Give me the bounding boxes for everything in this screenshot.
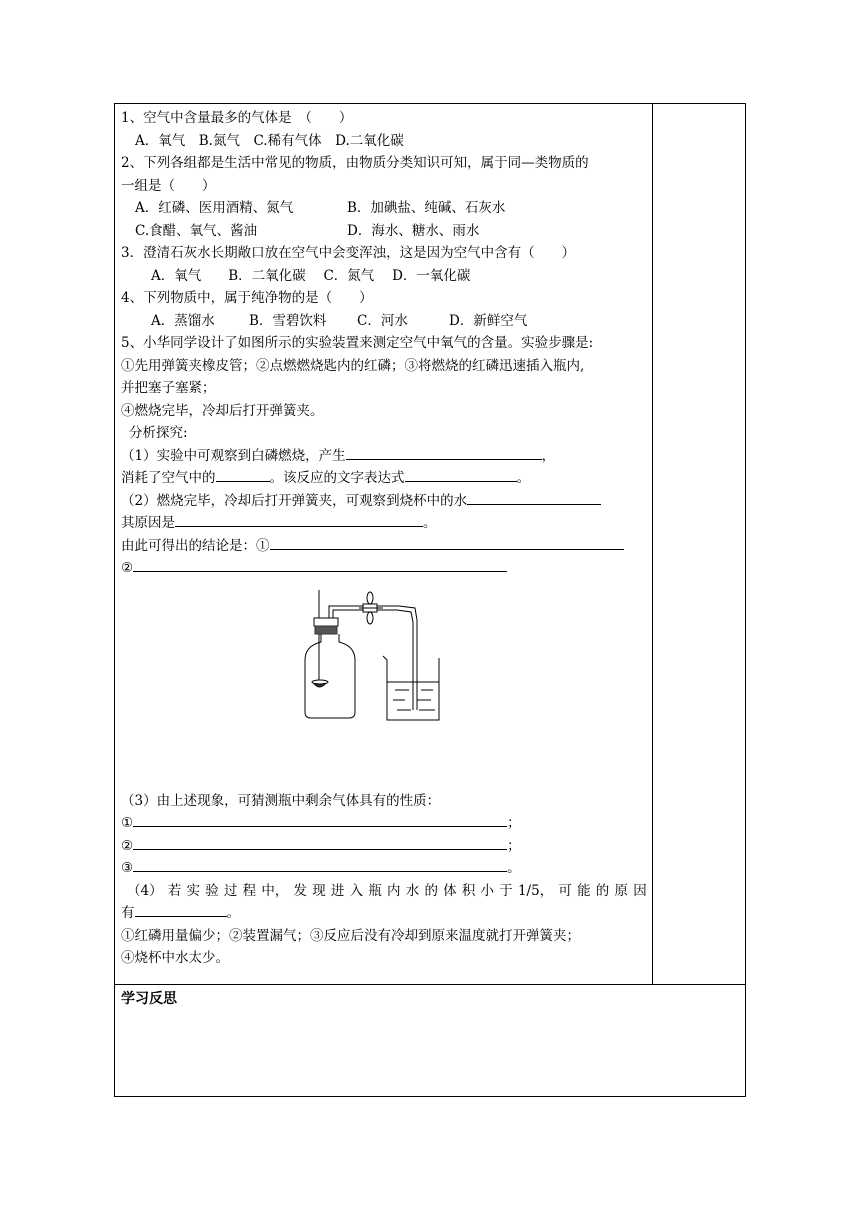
spoon-rim <box>312 680 328 684</box>
q5-part4-line3: ①红磷用量偏少；②装置漏气；③反应后没有冷却到原来温度就打开弹簧夹； <box>121 927 580 944</box>
q5-part4-word: 发 <box>293 882 308 899</box>
q5-part4-word: 入 <box>349 882 364 899</box>
q2-option-c: C.食醋、氧气、酱油 <box>135 222 258 239</box>
q5-part4-word: 进 <box>330 882 345 899</box>
q5-part4-word: 于 <box>499 882 513 899</box>
answer-blank[interactable] <box>133 557 507 572</box>
q5-part4-line1 <box>121 880 647 903</box>
q5-part4-word: 若 <box>167 882 182 899</box>
q5-line-4: ④燃烧完毕，冷却后打开弹簧夹。 <box>121 402 324 419</box>
q5-part4-line4: ④烧杯中水太少。 <box>121 950 229 966</box>
answer-blank[interactable] <box>467 490 601 505</box>
q3-options: A．氧气 B．二氧化碳 C．氮气 D．一氧化碳 <box>151 267 471 284</box>
q5-part3-answer-1 <box>121 812 647 835</box>
q2-option-b: B．加碘盐、纯碱、石灰水 <box>347 200 506 216</box>
q5-part4-word: 因 <box>633 882 647 899</box>
q2-stem-1: 2、下列各组都是生活中常见的物质，由物质分类知识可知，属于同—类物质的 <box>121 155 589 171</box>
q5-part4-word: 中， <box>261 882 289 899</box>
answer-index-3: ③ <box>121 860 134 876</box>
answer-blank[interactable] <box>133 857 507 872</box>
q5-part4-word: 1/5， <box>517 882 554 899</box>
q5-conclusion-text: 由此可得出的结论是：① <box>121 537 270 554</box>
answer-index-2: ② <box>121 837 134 854</box>
q5-part4-word: 的 <box>595 882 610 899</box>
q5-part2-text-c: 。 <box>423 515 437 531</box>
apparatus-figure <box>121 590 647 790</box>
q5-part1-text-b: ， <box>541 447 556 464</box>
q5-part4-word: （4） <box>127 882 163 899</box>
answer-blank[interactable] <box>175 512 423 527</box>
answer-blank[interactable] <box>216 467 270 482</box>
q4-stem: 4、下列物质中，属于纯净物的是（ ） <box>121 290 373 306</box>
q5-conclusion-line1 <box>121 535 647 558</box>
exercise-cell <box>121 107 647 970</box>
q5-part1-text-c: 消耗了空气中的 <box>121 470 216 486</box>
q5-part2-line2 <box>121 512 647 535</box>
q5-part3-answer-2 <box>121 835 647 858</box>
q5-part2-text-a: （2）燃烧完毕，冷却后打开弹簧夹，可观察到烧杯中的水 <box>121 492 468 509</box>
semicolon: ； <box>507 837 521 854</box>
answer-blank[interactable] <box>405 467 517 482</box>
q5-conclusion-circle2: ② <box>121 560 134 576</box>
worksheet-table <box>114 103 746 1097</box>
q5-part4-word: 小 <box>480 882 495 899</box>
q5-line-1: 5、小华同学设计了如图所示的实验装置来测定空气中氧气的含量。实验步骤是: <box>121 335 594 351</box>
q5-part4-word: 现 <box>312 882 326 899</box>
q2-options-ab <box>121 197 647 220</box>
q2-option-a: A．红磷、医用酒精、氮气 <box>135 200 294 216</box>
row-divider <box>115 984 745 985</box>
q2-options-cd <box>121 220 647 243</box>
q4-option-b: B．雪碧饮料 <box>249 312 327 329</box>
clamp-handle-top <box>367 592 373 604</box>
q5-part4-line2 <box>121 902 647 925</box>
connecting-tube <box>333 610 413 710</box>
answer-blank[interactable] <box>346 445 542 460</box>
q5-part2-text-b: 其原因是 <box>121 515 175 531</box>
q5-part3-stem: （3）由上述现象，可猜测瓶中剩余气体具有的性质： <box>121 792 441 809</box>
period: 。 <box>507 860 521 876</box>
q2-stem-2: 一组是（ ） <box>121 177 216 194</box>
q5-part3-answer-3 <box>121 857 647 880</box>
q5-part4-word: 积 <box>461 882 476 899</box>
column-divider <box>652 104 653 984</box>
q5-part1-text-a: （1）实验中可观察到白磷燃烧，产生 <box>121 447 346 464</box>
q5-part1-line2 <box>121 467 647 490</box>
q5-part4-word: 体 <box>443 882 457 899</box>
q5-line-3: 并把塞子塞紧； <box>121 380 216 396</box>
q5-part4-word: 瓶 <box>368 882 382 899</box>
connecting-tube-outer <box>329 606 417 710</box>
answer-blank[interactable] <box>133 812 507 827</box>
q5-part4-word: 能 <box>577 882 591 899</box>
q3-stem: 3．澄清石灰水长期敞口放在空气中会变浑浊，这是因为空气中含有（ ） <box>121 245 576 261</box>
q4-option-a: A．蒸馏水 <box>151 312 215 329</box>
answer-blank[interactable] <box>133 835 507 850</box>
q1-options: A．氧气 B.氮气 C.稀有气体 D.二氧化碳 <box>135 132 404 149</box>
answer-blank[interactable] <box>135 902 227 917</box>
stopper <box>314 618 338 626</box>
semicolon: ； <box>507 815 521 831</box>
q5-part4-word: 实 <box>186 882 200 899</box>
apparatus-diagram <box>291 590 541 730</box>
q2-option-d: D．海水、糖水、雨水 <box>347 222 480 239</box>
q5-part4-text-b: 有 <box>121 905 135 921</box>
clamp-handle-bottom <box>367 612 373 624</box>
q5-part4-word: 程 <box>242 882 257 899</box>
q5-part4-text-c: 。 <box>226 905 240 921</box>
q4-options <box>121 310 647 333</box>
q5-part4-word: 水 <box>405 882 420 899</box>
q5-analysis: 分析探究: <box>129 425 188 441</box>
reflection-title: 学习反思 <box>121 991 177 1007</box>
answer-index-1: ① <box>121 815 134 831</box>
q5-part4-word: 验 <box>205 882 219 899</box>
q4-option-d: D．新鲜空气 <box>449 312 528 329</box>
q5-part4-word: 内 <box>387 882 401 899</box>
q5-part4-word: 的 <box>424 882 438 899</box>
stopper-collar <box>315 626 337 634</box>
q5-line-2: ①先用弹簧夹橡皮管；②点燃燃烧匙内的红磷；③将燃烧的红磷迅速插入瓶内, <box>121 357 585 374</box>
q5-part4-word: 过 <box>223 882 238 899</box>
q5-part4-word: 可 <box>558 882 572 899</box>
q5-conclusion-line2 <box>121 557 647 580</box>
q5-part2-line1 <box>121 490 647 513</box>
q5-part1-text-d: 。该反应的文字表达式 <box>269 470 405 486</box>
answer-blank[interactable] <box>270 535 624 550</box>
q4-option-c: C．河水 <box>357 312 408 329</box>
q5-part1-line1 <box>121 445 647 468</box>
q5-part4-word: 原 <box>614 882 628 899</box>
gas-bottle <box>305 634 355 718</box>
q1-stem: 1、空气中含量最多的气体是 （ ） <box>121 110 353 126</box>
q5-part1-text-e: 。 <box>516 470 530 486</box>
